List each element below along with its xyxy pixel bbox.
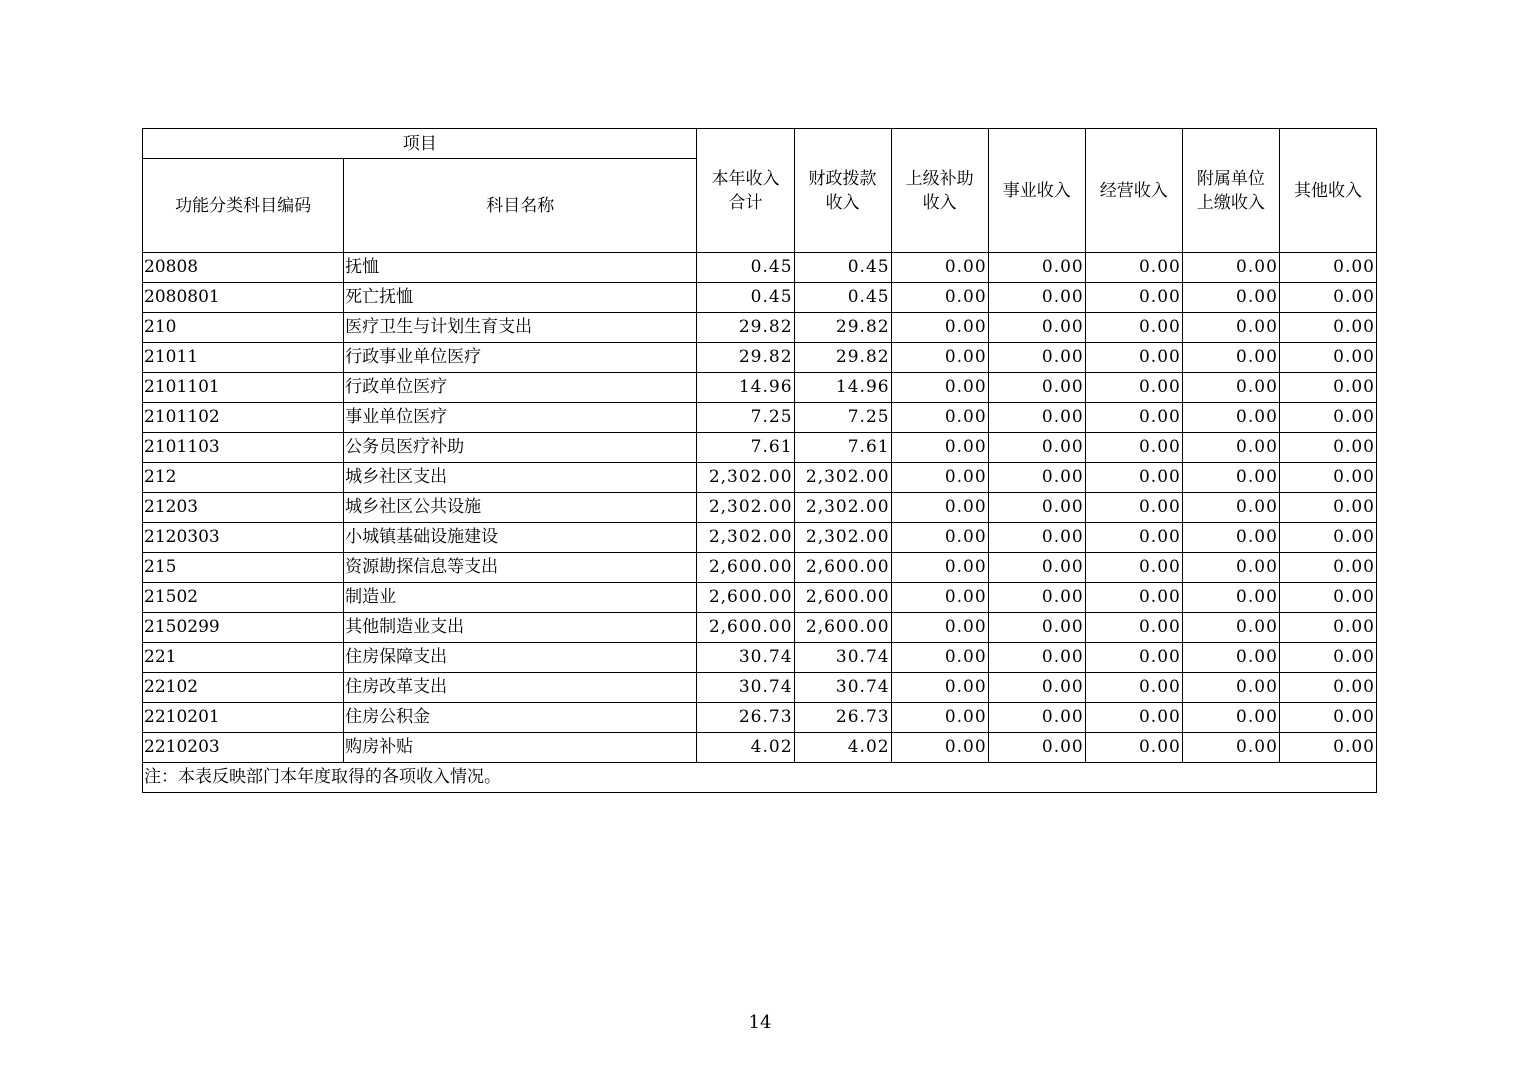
- cell-affiliate: 0.00: [1182, 373, 1279, 403]
- table-row: [143, 703, 1377, 733]
- cell-fiscal: 30.74: [794, 673, 891, 703]
- cell-other: 0.00: [1279, 343, 1376, 373]
- cell-code: 2210203: [143, 733, 344, 763]
- cell-business: 0.00: [988, 373, 1085, 403]
- header-superior-line1: 上级补助: [905, 168, 974, 189]
- cell-name: 公务员医疗补助: [344, 433, 697, 463]
- cell-superior: 0.00: [891, 433, 988, 463]
- header-item-group: 项目: [143, 129, 697, 159]
- cell-total: 30.74: [697, 643, 794, 673]
- cell-name: 死亡抚恤: [344, 283, 697, 313]
- cell-operating: 0.00: [1085, 373, 1182, 403]
- cell-name: 住房保障支出: [344, 643, 697, 673]
- cell-total: 0.45: [697, 283, 794, 313]
- cell-affiliate: 0.00: [1182, 733, 1279, 763]
- table-row: [143, 463, 1377, 493]
- cell-name: 行政事业单位医疗: [344, 343, 697, 373]
- cell-other: 0.00: [1279, 283, 1376, 313]
- cell-code: 20808: [143, 253, 344, 283]
- cell-other: 0.00: [1279, 493, 1376, 523]
- cell-total: 0.45: [697, 253, 794, 283]
- cell-operating: 0.00: [1085, 313, 1182, 343]
- header-total-line2: 合计: [728, 192, 763, 213]
- cell-fiscal: 0.45: [794, 253, 891, 283]
- cell-operating: 0.00: [1085, 703, 1182, 733]
- cell-other: 0.00: [1279, 613, 1376, 643]
- table-row: [143, 343, 1377, 373]
- header-superior-line2: 收入: [922, 192, 957, 213]
- cell-code: 2150299: [143, 613, 344, 643]
- header-fiscal: [794, 129, 891, 253]
- cell-operating: 0.00: [1085, 433, 1182, 463]
- cell-operating: 0.00: [1085, 493, 1182, 523]
- header-affiliate-line2: 上缴收入: [1196, 192, 1265, 213]
- cell-code: 215: [143, 553, 344, 583]
- cell-other: 0.00: [1279, 673, 1376, 703]
- cell-affiliate: 0.00: [1182, 313, 1279, 343]
- cell-affiliate: 0.00: [1182, 643, 1279, 673]
- cell-business: 0.00: [988, 553, 1085, 583]
- table-row: [143, 643, 1377, 673]
- table-note: 注：本表反映部门本年度取得的各项收入情况。: [143, 763, 1377, 793]
- cell-name: 资源勘探信息等支出: [344, 553, 697, 583]
- cell-code: 2210201: [143, 703, 344, 733]
- cell-fiscal: 2,302.00: [794, 463, 891, 493]
- cell-code: 221: [143, 643, 344, 673]
- cell-name: 购房补贴: [344, 733, 697, 763]
- cell-business: 0.00: [988, 703, 1085, 733]
- cell-fiscal: 29.82: [794, 343, 891, 373]
- cell-other: 0.00: [1279, 313, 1376, 343]
- cell-business: 0.00: [988, 253, 1085, 283]
- header-fiscal-line2: 收入: [825, 192, 860, 213]
- cell-business: 0.00: [988, 523, 1085, 553]
- table-body: [143, 253, 1377, 763]
- cell-name: 行政单位医疗: [344, 373, 697, 403]
- cell-superior: 0.00: [891, 583, 988, 613]
- cell-code: 2120303: [143, 523, 344, 553]
- cell-operating: 0.00: [1085, 643, 1182, 673]
- cell-superior: 0.00: [891, 703, 988, 733]
- cell-business: 0.00: [988, 313, 1085, 343]
- cell-name: 城乡社区公共设施: [344, 493, 697, 523]
- cell-code: 210: [143, 313, 344, 343]
- cell-superior: 0.00: [891, 733, 988, 763]
- header-affiliate-line1: 附属单位: [1196, 168, 1265, 189]
- cell-affiliate: 0.00: [1182, 493, 1279, 523]
- table-row: [143, 553, 1377, 583]
- cell-operating: 0.00: [1085, 343, 1182, 373]
- cell-business: 0.00: [988, 643, 1085, 673]
- cell-total: 29.82: [697, 313, 794, 343]
- cell-fiscal: 14.96: [794, 373, 891, 403]
- cell-affiliate: 0.00: [1182, 283, 1279, 313]
- header-affiliate: [1182, 129, 1279, 253]
- cell-business: 0.00: [988, 463, 1085, 493]
- cell-affiliate: 0.00: [1182, 703, 1279, 733]
- cell-code: 2080801: [143, 283, 344, 313]
- cell-name: 抚恤: [344, 253, 697, 283]
- cell-superior: 0.00: [891, 373, 988, 403]
- cell-other: 0.00: [1279, 433, 1376, 463]
- cell-total: 2,302.00: [697, 463, 794, 493]
- table-row: [143, 403, 1377, 433]
- table-row: [143, 583, 1377, 613]
- cell-total: 14.96: [697, 373, 794, 403]
- cell-business: 0.00: [988, 283, 1085, 313]
- cell-business: 0.00: [988, 613, 1085, 643]
- cell-code: 22102: [143, 673, 344, 703]
- table-row: [143, 523, 1377, 553]
- cell-business: 0.00: [988, 493, 1085, 523]
- cell-fiscal: 2,302.00: [794, 523, 891, 553]
- cell-superior: 0.00: [891, 673, 988, 703]
- cell-affiliate: 0.00: [1182, 343, 1279, 373]
- cell-code: 21502: [143, 583, 344, 613]
- cell-affiliate: 0.00: [1182, 403, 1279, 433]
- cell-other: 0.00: [1279, 733, 1376, 763]
- cell-name: 医疗卫生与计划生育支出: [344, 313, 697, 343]
- cell-other: 0.00: [1279, 643, 1376, 673]
- header-total: [697, 129, 794, 253]
- cell-total: 26.73: [697, 703, 794, 733]
- header-operating: 经营收入: [1085, 129, 1182, 253]
- cell-other: 0.00: [1279, 523, 1376, 553]
- cell-affiliate: 0.00: [1182, 673, 1279, 703]
- cell-total: 7.25: [697, 403, 794, 433]
- table-row: [143, 373, 1377, 403]
- cell-fiscal: 7.25: [794, 403, 891, 433]
- cell-operating: 0.00: [1085, 613, 1182, 643]
- header-other: 其他收入: [1279, 129, 1376, 253]
- table-row: [143, 673, 1377, 703]
- cell-fiscal: 7.61: [794, 433, 891, 463]
- cell-superior: 0.00: [891, 493, 988, 523]
- header-business: 事业收入: [988, 129, 1085, 253]
- cell-operating: 0.00: [1085, 673, 1182, 703]
- header-code: 功能分类科目编码: [143, 159, 344, 253]
- cell-operating: 0.00: [1085, 283, 1182, 313]
- cell-superior: 0.00: [891, 553, 988, 583]
- cell-total: 2,302.00: [697, 523, 794, 553]
- cell-total: 2,600.00: [697, 613, 794, 643]
- cell-total: 7.61: [697, 433, 794, 463]
- cell-fiscal: 29.82: [794, 313, 891, 343]
- cell-superior: 0.00: [891, 313, 988, 343]
- cell-name: 其他制造业支出: [344, 613, 697, 643]
- cell-affiliate: 0.00: [1182, 463, 1279, 493]
- cell-total: 2,302.00: [697, 493, 794, 523]
- cell-fiscal: 2,302.00: [794, 493, 891, 523]
- cell-name: 制造业: [344, 583, 697, 613]
- cell-total: 30.74: [697, 673, 794, 703]
- cell-affiliate: 0.00: [1182, 613, 1279, 643]
- cell-other: 0.00: [1279, 553, 1376, 583]
- table-row: [143, 733, 1377, 763]
- table-row: [143, 613, 1377, 643]
- cell-superior: 0.00: [891, 403, 988, 433]
- cell-other: 0.00: [1279, 403, 1376, 433]
- cell-total: 2,600.00: [697, 583, 794, 613]
- table-row: [143, 253, 1377, 283]
- cell-other: 0.00: [1279, 583, 1376, 613]
- cell-code: 21011: [143, 343, 344, 373]
- table-row: [143, 433, 1377, 463]
- cell-name: 住房改革支出: [344, 673, 697, 703]
- cell-other: 0.00: [1279, 703, 1376, 733]
- cell-code: 21203: [143, 493, 344, 523]
- cell-fiscal: 0.45: [794, 283, 891, 313]
- cell-business: 0.00: [988, 583, 1085, 613]
- cell-affiliate: 0.00: [1182, 523, 1279, 553]
- cell-fiscal: 2,600.00: [794, 583, 891, 613]
- cell-code: 2101102: [143, 403, 344, 433]
- cell-affiliate: 0.00: [1182, 553, 1279, 583]
- cell-superior: 0.00: [891, 613, 988, 643]
- cell-other: 0.00: [1279, 253, 1376, 283]
- cell-business: 0.00: [988, 403, 1085, 433]
- header-superior: [891, 129, 988, 253]
- header-fiscal-line1: 财政拨款: [808, 168, 877, 189]
- cell-code: 2101103: [143, 433, 344, 463]
- cell-operating: 0.00: [1085, 463, 1182, 493]
- cell-superior: 0.00: [891, 463, 988, 493]
- cell-business: 0.00: [988, 733, 1085, 763]
- cell-affiliate: 0.00: [1182, 433, 1279, 463]
- cell-name: 事业单位医疗: [344, 403, 697, 433]
- cell-superior: 0.00: [891, 253, 988, 283]
- cell-superior: 0.00: [891, 283, 988, 313]
- cell-operating: 0.00: [1085, 733, 1182, 763]
- cell-business: 0.00: [988, 673, 1085, 703]
- cell-operating: 0.00: [1085, 403, 1182, 433]
- cell-code: 212: [143, 463, 344, 493]
- cell-name: 住房公积金: [344, 703, 697, 733]
- cell-name: 城乡社区支出: [344, 463, 697, 493]
- cell-fiscal: 30.74: [794, 643, 891, 673]
- cell-fiscal: 26.73: [794, 703, 891, 733]
- cell-total: 29.82: [697, 343, 794, 373]
- cell-business: 0.00: [988, 433, 1085, 463]
- table-row: [143, 283, 1377, 313]
- cell-operating: 0.00: [1085, 583, 1182, 613]
- cell-superior: 0.00: [891, 343, 988, 373]
- cell-other: 0.00: [1279, 373, 1376, 403]
- cell-affiliate: 0.00: [1182, 253, 1279, 283]
- income-table: [142, 128, 1377, 793]
- cell-fiscal: 2,600.00: [794, 553, 891, 583]
- cell-operating: 0.00: [1085, 523, 1182, 553]
- cell-operating: 0.00: [1085, 253, 1182, 283]
- cell-fiscal: 2,600.00: [794, 613, 891, 643]
- cell-code: 2101101: [143, 373, 344, 403]
- table-row: [143, 313, 1377, 343]
- cell-fiscal: 4.02: [794, 733, 891, 763]
- cell-superior: 0.00: [891, 643, 988, 673]
- cell-superior: 0.00: [891, 523, 988, 553]
- cell-business: 0.00: [988, 343, 1085, 373]
- cell-total: 4.02: [697, 733, 794, 763]
- table-row: [143, 493, 1377, 523]
- cell-total: 2,600.00: [697, 553, 794, 583]
- cell-operating: 0.00: [1085, 553, 1182, 583]
- page-number: 14: [748, 1012, 772, 1033]
- header-total-line1: 本年收入: [711, 168, 780, 189]
- cell-other: 0.00: [1279, 463, 1376, 493]
- cell-name: 小城镇基础设施建设: [344, 523, 697, 553]
- header-name: 科目名称: [344, 159, 697, 253]
- cell-affiliate: 0.00: [1182, 583, 1279, 613]
